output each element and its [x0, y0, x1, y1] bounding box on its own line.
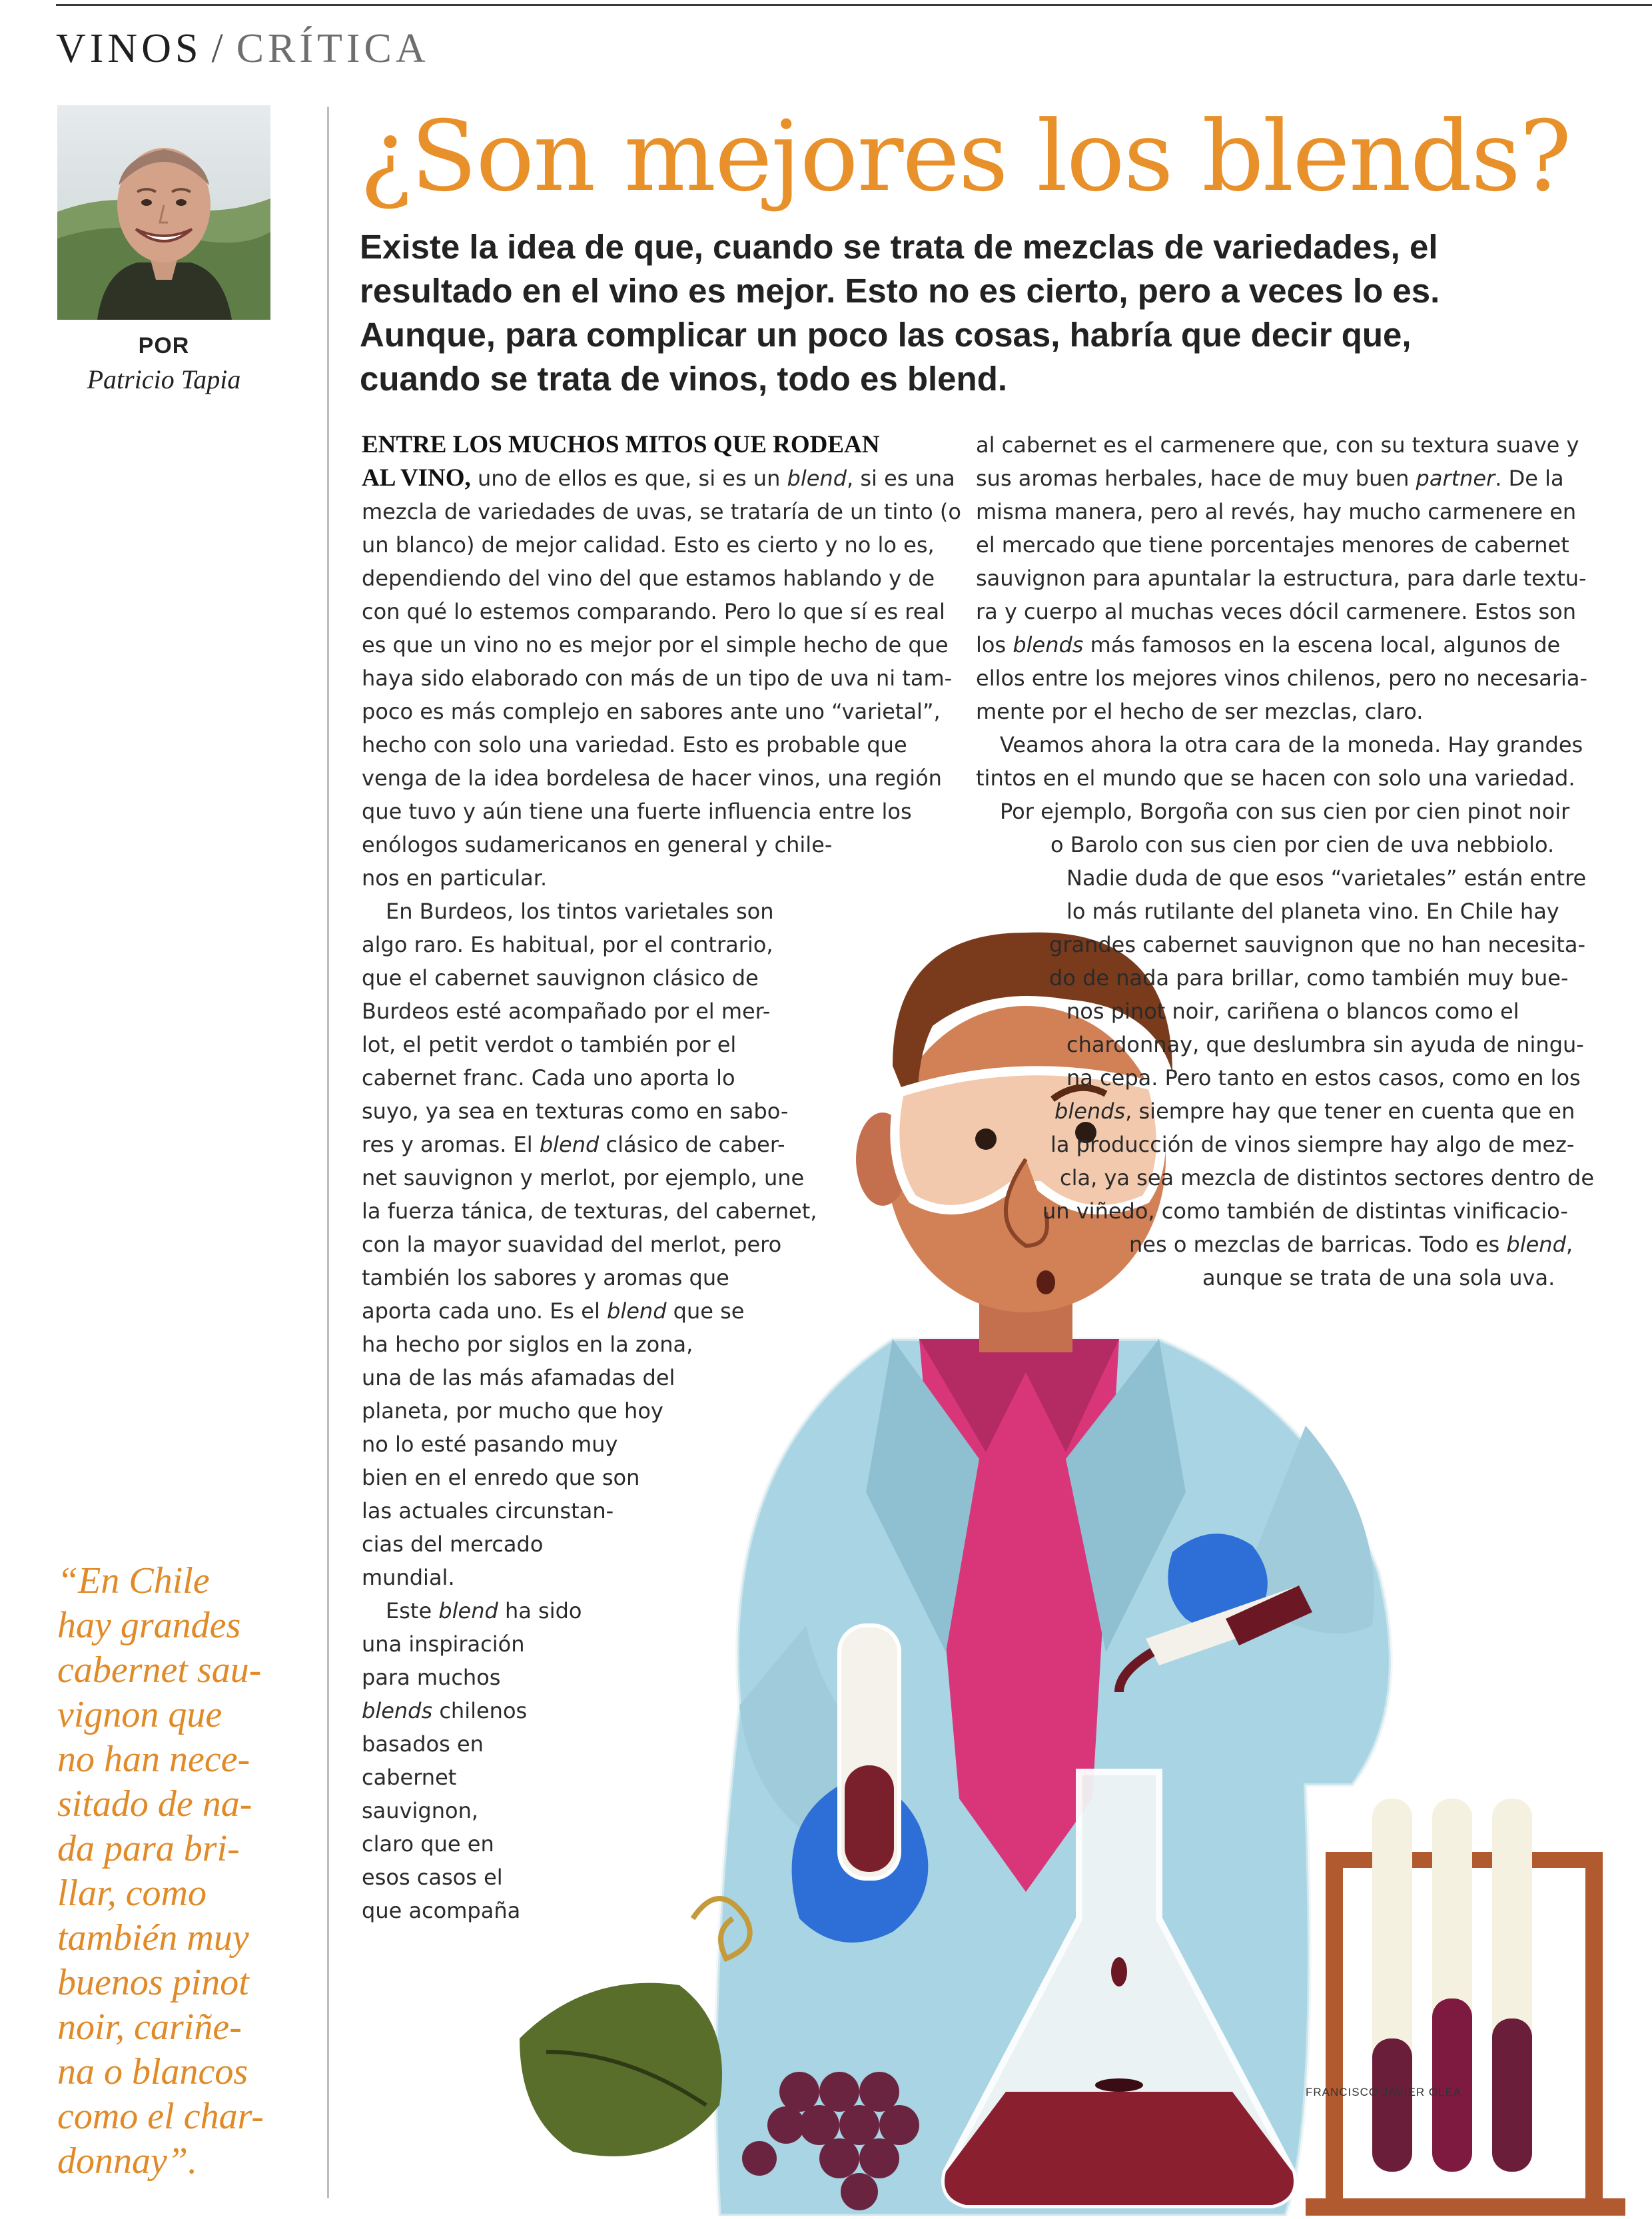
pull-quote-line: na o blancos: [57, 2051, 248, 2092]
body-line: lot, el petit verdot o también por el: [362, 1032, 737, 1057]
body-line: al cabernet es el carmenere que, con su textura suave y: [976, 432, 1579, 458]
pull-quote-line: “En Chile: [57, 1560, 210, 1601]
body-line: ellos entre los mejores vinos chilenos, pero no necesaria-: [976, 666, 1588, 691]
body-line: Por ejemplo, Borgoña con sus cien por cien pinot noir: [1000, 799, 1570, 824]
body-line: esos casos el: [362, 1865, 503, 1890]
section-label: VINOS: [56, 26, 203, 71]
body-line: dependiendo del vino del que estamos hablando y de: [362, 566, 935, 591]
body-line: planeta, por mucho que hoy: [362, 1398, 663, 1424]
pull-quote-line: cabernet sau-: [57, 1649, 262, 1691]
body-line: enólogos sudamericanos en general y chile-: [362, 832, 833, 857]
body-line: blends, siempre hay que tener en cuenta que en: [1054, 1099, 1575, 1124]
column-divider: [327, 107, 329, 2198]
body-line: aunque se trata de una sola uva.: [1202, 1265, 1555, 1290]
body-line: la producción de vinos siempre hay algo de mez-: [1050, 1132, 1575, 1157]
body-line: que acompaña: [362, 1898, 521, 1923]
standfirst-line: cuando se trata de vinos, todo es blend.: [360, 360, 1008, 398]
body-line: cabernet franc. Cada uno aporta lo: [362, 1065, 735, 1091]
body-line: sus aromas herbales, hace de muy buen partner. De la: [976, 466, 1564, 491]
section-separator: /: [211, 26, 227, 71]
body-line: mundial.: [362, 1565, 455, 1590]
pull-quote-line: noir, cariñe-: [57, 2006, 242, 2048]
standfirst-line: Aunque, para complicar un poco las cosas, habría que decir que,: [360, 316, 1412, 354]
byline-author: Patricio Tapia: [87, 364, 241, 394]
section-header: [56, 25, 430, 73]
body-line: blends chilenos: [362, 1698, 528, 1723]
body-line: una de las más afamadas del: [362, 1365, 675, 1390]
body-line: que tuvo y aún tiene una fuerte influencia entre los: [362, 799, 912, 824]
body-line: mente por el hecho de ser mezclas, claro.: [976, 699, 1424, 724]
body-line: tintos en el mundo que se hacen con solo una variedad.: [976, 765, 1575, 791]
body-line: cla, ya sea mezcla de distintos sectores dentro de: [1060, 1165, 1595, 1190]
body-line: cabernet: [362, 1765, 457, 1790]
body-line: grandes cabernet sauvignon que no han necesita-: [1049, 932, 1586, 957]
pull-quote: [57, 1559, 310, 2184]
body-line: la fuerza tánica, de texturas, del cabernet,: [362, 1198, 817, 1224]
body-line: una inspiración: [362, 1631, 525, 1657]
byline-label: POR: [138, 333, 190, 358]
body-line: ENTRE LOS MUCHOS MITOS QUE RODEAN: [362, 431, 880, 458]
body-line: net sauvignon y merlot, por ejemplo, une: [362, 1165, 805, 1190]
body-line: mezcla de variedades de uvas, se trataría de un tinto (o: [362, 499, 961, 524]
article-headline: ¿Son mejores los blends?: [360, 100, 1571, 213]
body-line: venga de la idea bordelesa de hacer vinos, una región: [362, 765, 942, 791]
body-line: lo más rutilante del planeta vino. En Chile hay: [1066, 899, 1559, 924]
pull-quote-line: vignon que: [57, 1694, 222, 1735]
body-line: hecho con solo una variedad. Esto es probable que: [362, 732, 907, 757]
body-line: no lo esté pasando muy: [362, 1432, 618, 1457]
body-line: basados en: [362, 1731, 484, 1757]
body-line: poco es más complejo en sabores ante uno “varietal”,: [362, 699, 941, 724]
body-line: nes o mezclas de barricas. Todo es blend,: [1129, 1232, 1573, 1257]
body-line: Burdeos esté acompañado por el mer-: [362, 999, 771, 1024]
body-line: es que un vino no es mejor por el simple hecho de que: [362, 632, 949, 658]
body-line: misma manera, pero al revés, hay mucho carmenere en: [976, 499, 1577, 524]
body-line: un viñedo, como también de distintas vinificacio-: [1042, 1198, 1568, 1224]
body-line: un blanco) de mejor calidad. Esto es cierto y no lo es,: [362, 532, 935, 558]
body-line: con qué lo estemos comparando. Pero lo que sí es real: [362, 599, 945, 624]
body-line: Veamos ahora la otra cara de la moneda. Hay grandes: [1000, 732, 1583, 757]
body-line: para muchos: [362, 1665, 501, 1690]
body-line: algo raro. Es habitual, por el contrario,: [362, 932, 773, 957]
body-line: nos en particular.: [362, 865, 548, 891]
body-line: Este blend ha sido: [386, 1598, 582, 1623]
body-line: con la mayor suavidad del merlot, pero: [362, 1232, 782, 1257]
body-line: res y aromas. El blend clásico de caber-: [362, 1132, 785, 1157]
body-line: también los sabores y aromas que: [362, 1265, 729, 1290]
body-line: el mercado que tiene porcentajes menores de cabernet: [976, 532, 1569, 558]
subsection-label: CRÍTICA: [236, 26, 430, 71]
pull-quote-line: también muy: [57, 1917, 249, 1959]
author-photo: [57, 105, 270, 320]
body-line: o Barolo con sus cien por cien de uva nebbiolo.: [1050, 832, 1555, 857]
body-line: En Burdeos, los tintos varietales son: [386, 899, 774, 924]
article-standfirst: [360, 225, 1612, 401]
body-line: AL VINO, uno de ellos es que, si es un blend, si es una: [362, 464, 955, 492]
body-line: que el cabernet sauvignon clásico de: [362, 965, 759, 991]
body-line: sauvignon para apuntalar la estructura, para darle textu-: [976, 566, 1587, 591]
body-line: na cepa. Pero tanto en estos casos, como en los: [1066, 1065, 1581, 1091]
body-line: bien en el enredo que son: [362, 1465, 640, 1490]
pull-quote-line: hay grandes: [57, 1605, 241, 1646]
body-line: los blends más famosos en la escena local, algunos de: [976, 632, 1561, 658]
body-line: haya sido elaborado con más de un tipo de uva ni tam-: [362, 666, 953, 691]
pull-quote-line: buenos pinot: [57, 1962, 249, 2003]
body-line: do de nada para brillar, como también muy bue-: [1049, 965, 1569, 991]
pull-quote-line: donnay”.: [57, 2140, 197, 2182]
body-line: suyo, ya sea en texturas como en sabo-: [362, 1099, 789, 1124]
body-line: nos pinot noir, cariñena o blancos como el: [1066, 999, 1519, 1024]
body-line: las actuales circunstan-: [362, 1498, 614, 1524]
pull-quote-line: sitado de na-: [57, 1783, 252, 1825]
body-line: chardonnay, que deslumbra sin ayuda de ningu-: [1066, 1032, 1584, 1057]
body-line: aporta cada uno. Es el blend que se: [362, 1298, 745, 1324]
body-line: sauvignon,: [362, 1798, 479, 1823]
pull-quote-line: da para bri-: [57, 1828, 240, 1869]
pull-quote-line: no han nece-: [57, 1739, 250, 1780]
body-line: ha hecho por siglos en la zona,: [362, 1332, 693, 1357]
standfirst-line: Existe la idea de que, cuando se trata de mezclas de variedades, el: [360, 228, 1438, 266]
illustration-credit: FRANCISCO JAVIER OLEA: [1306, 2086, 1462, 2098]
top-rule: [56, 4, 1652, 6]
body-line: cias del mercado: [362, 1532, 544, 1557]
body-line: claro que en: [362, 1831, 494, 1857]
pull-quote-line: como el char-: [57, 2096, 264, 2137]
standfirst-line: resultado en el vino es mejor. Esto no es cierto, pero a veces lo es.: [360, 272, 1440, 310]
body-line: ra y cuerpo al muchas veces dócil carmenere. Estos son: [976, 599, 1576, 624]
pull-quote-line: llar, como: [57, 1873, 206, 1914]
body-line: Nadie duda de que esos “varietales” están entre: [1066, 865, 1587, 891]
